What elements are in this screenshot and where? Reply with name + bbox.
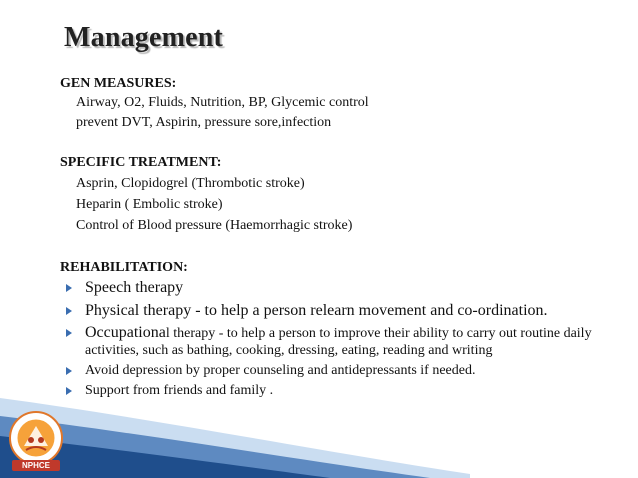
bullet-text: Avoid depression by proper counseling and antidepressants if needed. [85,363,476,378]
slide-title: Management [64,22,224,53]
list-item [66,324,626,359]
bullet-text: Physical therapy - to help a person relearn movement and co-ordination. [85,302,548,319]
bullet-arrow-icon [66,367,72,375]
logo-text: NPHCE [21,461,50,470]
rehabilitation-list [66,278,626,402]
list-item [66,301,626,321]
gen-measures-line-1: Airway, O2, Fluids, Nutrition, BP, Glycemic control [76,95,369,110]
bullet-arrow-icon [66,329,72,337]
bullet-arrow-icon [66,284,72,292]
bullet-text-rest: l therapy - to help a person to improve their ability to carry out routine daily activities, such as bathing, cooking, dressing, eating, reading and writing [85,326,592,358]
decorative-swoosh [0,388,638,478]
gen-measures-line-2: prevent DVT, Aspirin, pressure sore,infection [76,115,332,130]
specific-treatment-line-1: Asprin, Clopidogrel (Thrombotic stroke) [76,176,305,191]
list-item [66,362,626,379]
specific-treatment-heading: SPECIFIC TREATMENT: [60,155,222,170]
gen-measures-heading: GEN MEASURES: [60,76,177,91]
specific-treatment-line-2: Heparin ( Embolic stroke) [76,197,223,212]
bullet-text: Speech therapy [85,279,184,296]
rehabilitation-heading: REHABILITATION: [60,260,188,275]
bullet-text: Support from friends and family . [85,383,274,398]
bullet-arrow-icon [66,307,72,315]
bullet-text-lead: Occupationa [85,324,166,341]
list-item [66,278,626,298]
specific-treatment-line-3: Control of Blood pressure (Haemorrhagic stroke) [76,218,353,233]
